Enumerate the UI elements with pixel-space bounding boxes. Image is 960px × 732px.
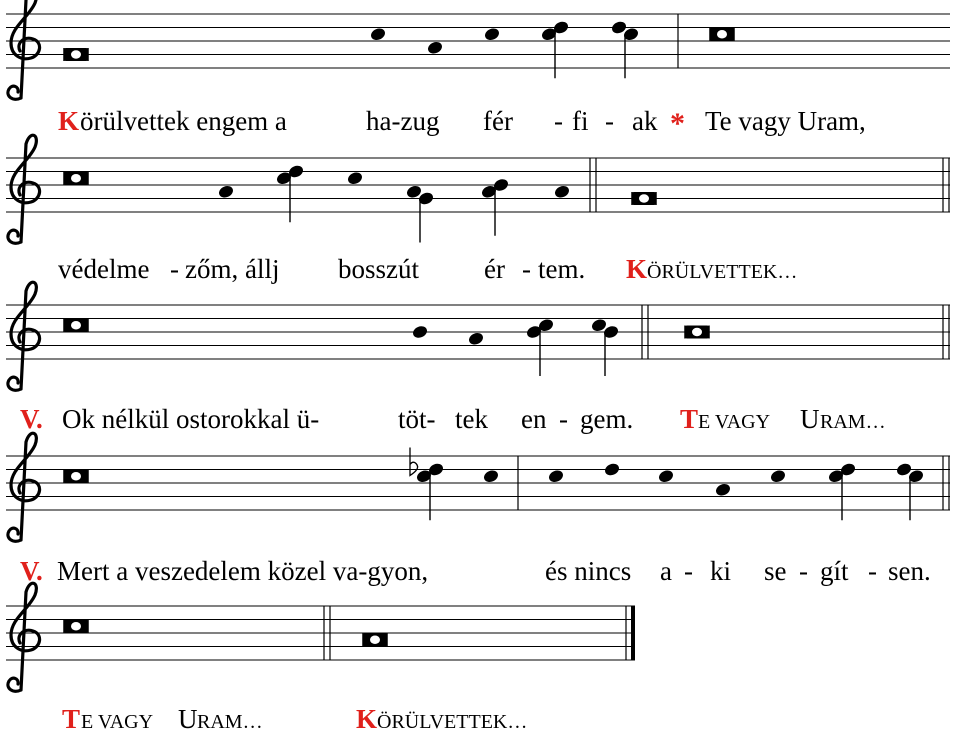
note-head bbox=[426, 40, 443, 55]
note-head bbox=[769, 469, 786, 484]
whole-note-hollow bbox=[692, 328, 702, 336]
lyric-word: zőm, állj bbox=[185, 254, 280, 284]
hyphen: - bbox=[684, 556, 693, 586]
hyphen: - bbox=[799, 556, 808, 586]
lyrics-line-1 bbox=[58, 106, 866, 140]
cue-text-2: RAM… bbox=[820, 411, 886, 433]
flat-accidental-icon bbox=[410, 448, 418, 476]
lyric-syllable: gít bbox=[820, 556, 849, 586]
cue-initial: T bbox=[680, 404, 699, 434]
lyric-syllable: se bbox=[764, 556, 787, 586]
hyphen: - bbox=[522, 254, 531, 284]
cue-text: E VAGY bbox=[698, 411, 771, 433]
lyrics-line-2 bbox=[58, 254, 797, 284]
lyric-syllable: fi bbox=[572, 106, 589, 136]
note-head bbox=[482, 469, 499, 484]
lyric-syllable: fér bbox=[483, 106, 513, 136]
lyric-word: Ok nélkül ostorokkal ü- bbox=[62, 404, 320, 434]
hyphen: - bbox=[605, 106, 614, 136]
note-head bbox=[547, 469, 564, 484]
hyphen: - bbox=[554, 106, 563, 136]
cue-initial-2: U bbox=[800, 404, 820, 434]
hyphen: - bbox=[559, 404, 568, 434]
versicle-mark: V. bbox=[20, 404, 43, 434]
cue-text: ÖRÜLVETTEK… bbox=[647, 261, 798, 283]
note-head bbox=[657, 469, 674, 484]
lyric-syllable: a bbox=[660, 556, 672, 586]
lyric-word: Mert a veszedelem közel va-gyon, bbox=[57, 556, 429, 586]
final-bar-thick bbox=[631, 606, 635, 660]
note-head bbox=[346, 171, 363, 186]
lyric-word: és nincs bbox=[545, 556, 632, 586]
treble-clef-icon bbox=[8, 433, 40, 541]
lyric-syllable: tem. bbox=[538, 254, 586, 284]
cue-initial-2: U bbox=[178, 704, 198, 732]
cue-initial: T bbox=[62, 704, 81, 732]
asterisk-mark: * bbox=[670, 107, 685, 140]
lyric-syllable: védelme bbox=[58, 254, 150, 284]
note-head bbox=[714, 482, 731, 497]
lyric-word: örülvettek engem a bbox=[80, 106, 287, 136]
treble-clef-icon bbox=[8, 0, 40, 99]
lyric-syllable: gem. bbox=[580, 404, 634, 434]
lyric-syllable: tek bbox=[455, 404, 488, 434]
whole-note-hollow bbox=[639, 194, 649, 202]
whole-note-hollow bbox=[71, 174, 81, 182]
cue-initial-3: K bbox=[356, 704, 378, 732]
hyphen: - bbox=[170, 254, 179, 284]
lyrics-line-4 bbox=[20, 556, 931, 586]
lyric-syllable: ak bbox=[632, 106, 658, 136]
whole-note-hollow bbox=[717, 30, 727, 38]
versicle-mark: V. bbox=[20, 556, 43, 586]
cue-text: E VAGY bbox=[81, 711, 154, 732]
note-head bbox=[553, 184, 570, 199]
lyric-word: bosszút bbox=[338, 254, 419, 284]
lyric-syllable: en bbox=[521, 404, 547, 434]
lyrics-line-3 bbox=[20, 404, 886, 434]
whole-note-hollow bbox=[71, 622, 81, 630]
note-head bbox=[467, 331, 484, 346]
note-head bbox=[483, 27, 500, 42]
music-notation bbox=[6, 0, 950, 691]
whole-note-hollow bbox=[71, 50, 81, 58]
lyric-syllable: ki bbox=[710, 556, 732, 586]
note-head bbox=[217, 184, 234, 199]
treble-clef-icon bbox=[8, 282, 40, 390]
cue-text-3: ÖRÜLVETTEK… bbox=[377, 711, 528, 732]
whole-note-hollow bbox=[370, 636, 380, 644]
note-head bbox=[411, 324, 428, 339]
treble-clef-icon bbox=[8, 583, 40, 691]
lyric-word: ha-zug bbox=[366, 106, 440, 136]
lyric-syllable: ér bbox=[484, 254, 505, 284]
lyric-syllable: töt- bbox=[398, 404, 436, 434]
lyric-syllable: sen. bbox=[888, 556, 931, 586]
whole-note-hollow bbox=[71, 321, 81, 329]
lyric-word: Te vagy Uram, bbox=[705, 106, 866, 136]
note-head bbox=[369, 27, 386, 42]
hyphen: - bbox=[868, 556, 877, 586]
whole-note-hollow bbox=[71, 472, 81, 480]
cue-text-2: RAM… bbox=[197, 711, 263, 732]
lyrics-line-5 bbox=[62, 704, 527, 732]
note-head bbox=[603, 462, 620, 477]
treble-clef-icon bbox=[8, 135, 40, 243]
initial-letter: K bbox=[58, 106, 80, 136]
cue-initial: K bbox=[626, 254, 648, 284]
